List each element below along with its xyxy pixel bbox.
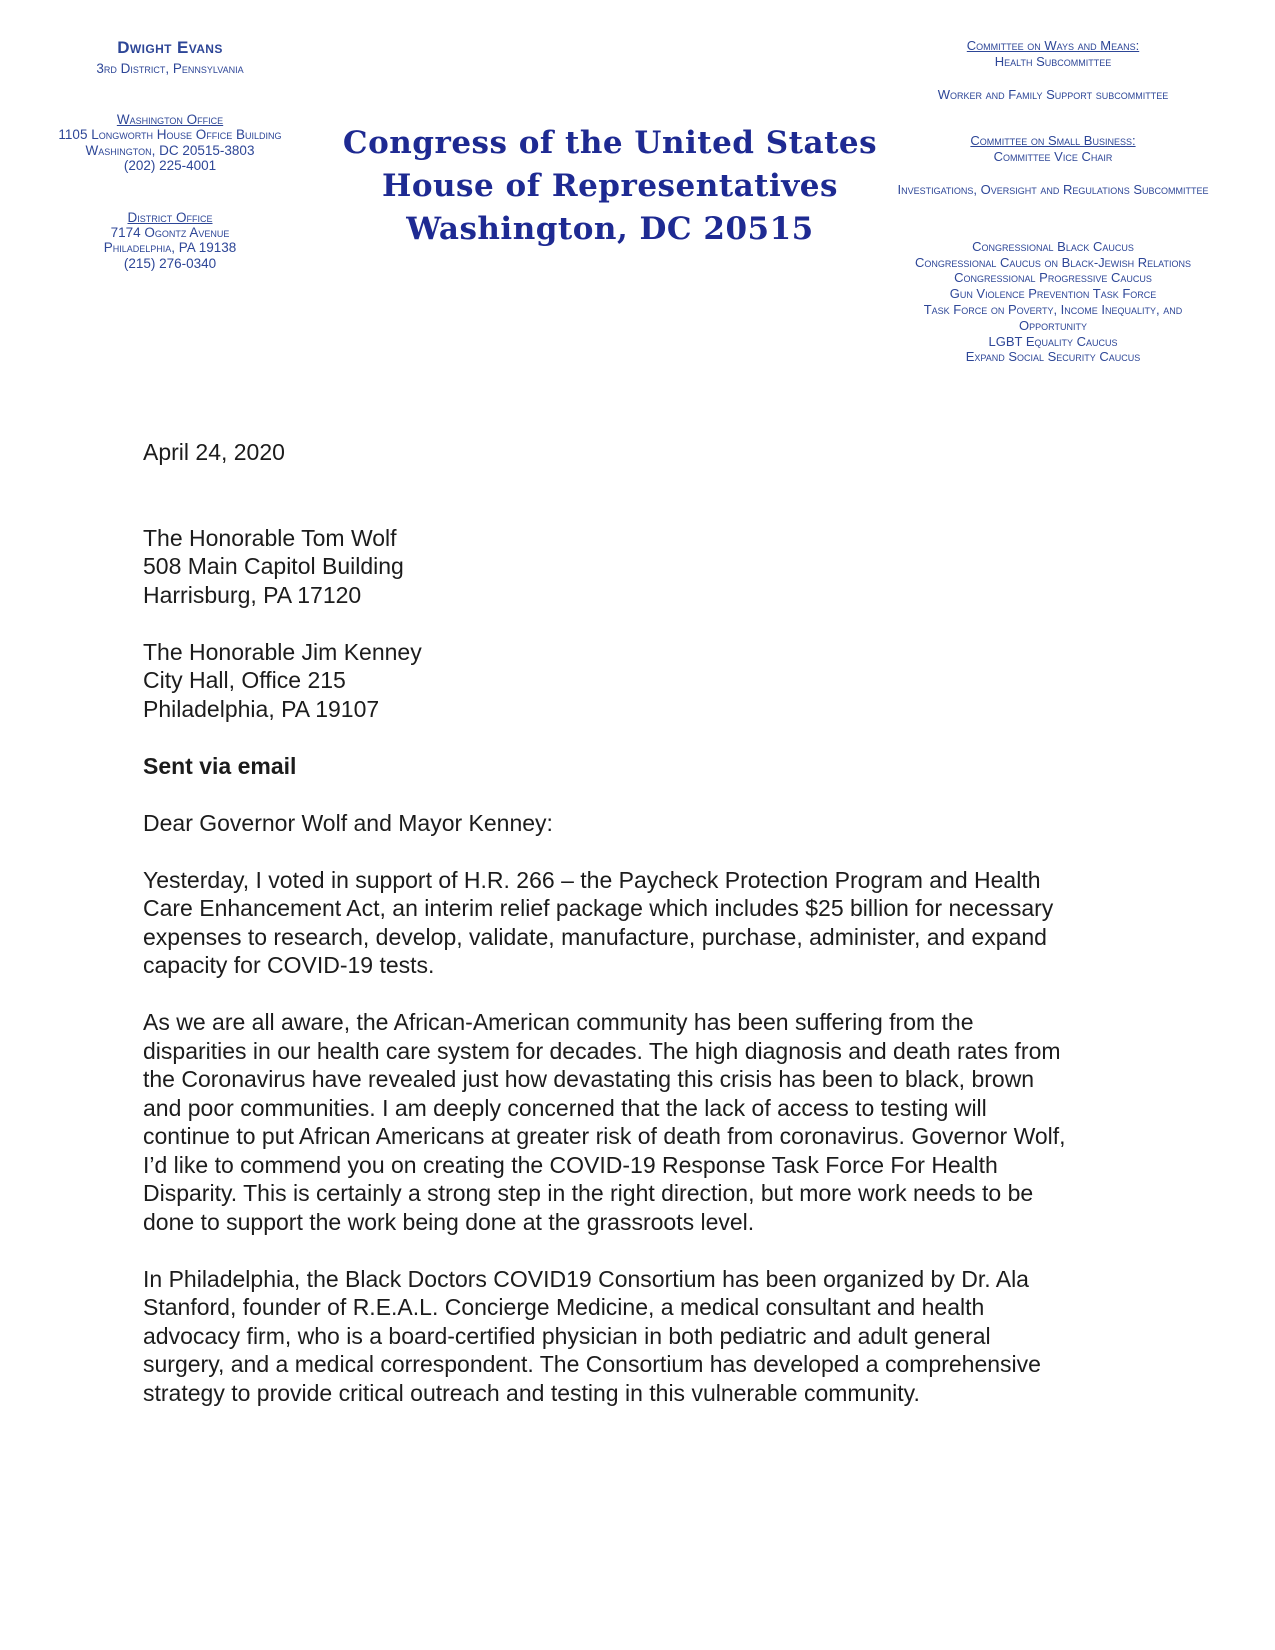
recipient-address bbox=[143, 638, 1078, 724]
caucus-item: Expand Social Security Caucus bbox=[965, 349, 1141, 365]
congress-title-line3: Washington, DC 20515 bbox=[406, 211, 814, 247]
caucus-list bbox=[888, 239, 1218, 365]
recipient-name: The Honorable Jim Kenney bbox=[143, 638, 422, 665]
letter-body bbox=[143, 438, 1078, 1407]
recipient-address-line: 508 Main Capitol Building bbox=[143, 553, 404, 579]
small-business-heading: Committee on Small Business: bbox=[970, 133, 1136, 149]
district-office-address-line: 7174 Ogontz Avenue bbox=[110, 224, 230, 240]
letter-date: April 24, 2020 bbox=[143, 439, 285, 465]
committee-item: Investigations, Oversight and Regulations Subcommittee bbox=[897, 181, 1209, 197]
district-office-block bbox=[20, 210, 320, 272]
caucus-item: Task Force on Poverty, Income Inequality, and Opportunity bbox=[923, 301, 1183, 333]
caucus-item: Congressional Caucus on Black-Jewish Relations bbox=[915, 254, 1191, 270]
recipient-address-line: City Hall, Office 215 bbox=[143, 667, 346, 693]
district-office-heading: District Office bbox=[127, 209, 213, 225]
member-info-block bbox=[20, 38, 320, 271]
delivery-note: Sent via email bbox=[143, 752, 297, 779]
member-district: 3rd District, Pennsylvania bbox=[96, 61, 244, 76]
body-paragraph: Yesterday, I voted in support of H.R. 266 – the Paycheck Protection Program and Health Care Enhancement Act, an interim relief package which includes $25 billion for necessary expenses to research, develop, validate, manufacture, purchase, administer, and expand capacity for COVID-19 tests. bbox=[143, 866, 1054, 978]
washington-office-phone: (202) 225-4001 bbox=[123, 158, 217, 173]
recipient-address bbox=[143, 524, 1078, 610]
congress-title-line1: Congress of the United States bbox=[342, 125, 878, 161]
committee-item: Worker and Family Support subcommittee bbox=[937, 86, 1169, 102]
washington-office-block bbox=[20, 112, 320, 174]
caucus-item: Gun Violence Prevention Task Force bbox=[949, 286, 1157, 302]
body-paragraph: As we are all aware, the African-American community has been suffering from the disparities in our health care system for decades. The high diagnosis and death rates from the Coronavirus have revealed just how devastating this crisis has been to black, brown and poor communities. I am deeply concerned that the lack of access to testing will continue to put African Americans at greater risk of death from coronavirus. Governor Wolf, I’d like to commend you on creating the COVID-19 Response Task Force For Health Disparity. This is certainly a strong step in the right direction, but more work needs to be done to support the work being done at the grassroots level. bbox=[143, 1009, 1066, 1235]
small-business-block bbox=[888, 133, 1218, 197]
ways-and-means-heading: Committee on Ways and Means: bbox=[966, 38, 1140, 53]
body-paragraph: In Philadelphia, the Black Doctors COVID19 Consortium has been organized by Dr. Ala Stanford, founder of R.E.A.L. Concierge Medicine, a medical consultant and health advocacy firm, who is a board-certified physician in both pediatric and adult general surgery, and a medical correspondent. The Consortium has developed a comprehensive strategy to provide critical outreach and testing in this vulnerable community. bbox=[143, 1265, 1041, 1406]
washington-office-address-line: Washington, DC 20515-3803 bbox=[85, 142, 255, 158]
caucus-item: Congressional Black Caucus bbox=[972, 238, 1134, 254]
committee-item: Health Subcommittee bbox=[994, 53, 1112, 69]
ways-and-means-block bbox=[888, 38, 1218, 102]
recipient-name: The Honorable Tom Wolf bbox=[143, 524, 397, 551]
washington-office-heading: Washington Office bbox=[116, 112, 224, 127]
caucus-item: LGBT Equality Caucus bbox=[988, 333, 1118, 349]
congress-title-line2: House of Representatives bbox=[382, 168, 838, 204]
district-office-address-line: Philadelphia, PA 19138 bbox=[103, 240, 237, 255]
recipient-address-line: Philadelphia, PA 19107 bbox=[143, 695, 380, 722]
committee-assignments-block bbox=[888, 38, 1218, 365]
committee-item: Committee Vice Chair bbox=[993, 149, 1113, 165]
recipient-address-line: Harrisburg, PA 17120 bbox=[143, 581, 362, 608]
washington-office-address-line: 1105 Longworth House Office Building bbox=[58, 127, 282, 142]
district-office-phone: (215) 276-0340 bbox=[123, 255, 217, 271]
salutation: Dear Governor Wolf and Mayor Kenney: bbox=[143, 809, 553, 836]
member-name: Dwight Evans bbox=[117, 38, 223, 57]
congress-title-block bbox=[330, 122, 890, 251]
caucus-item: Congressional Progressive Caucus bbox=[954, 270, 1152, 286]
